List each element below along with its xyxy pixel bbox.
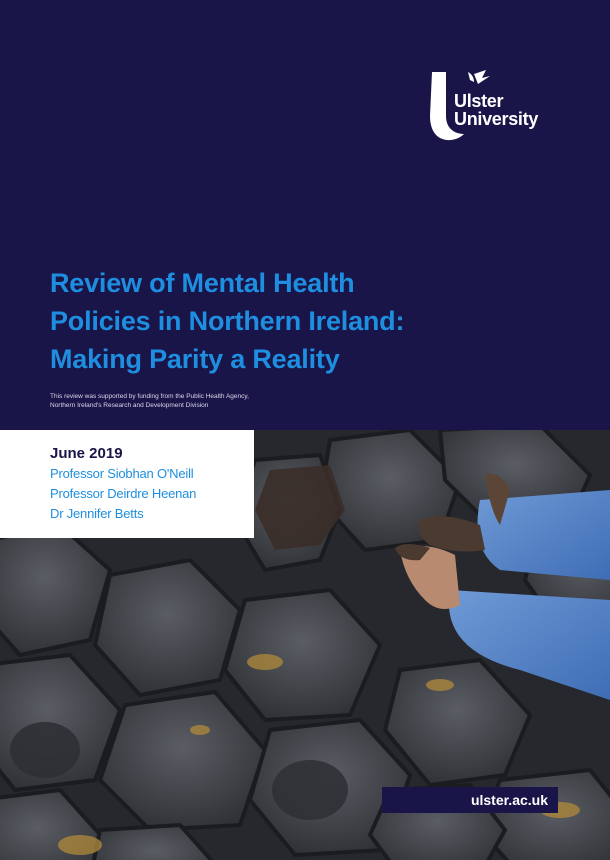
website-url[interactable]: ulster.ac.uk: [470, 792, 548, 808]
report-title: [50, 264, 570, 378]
author-name: Dr Jennifer Betts: [50, 506, 144, 521]
logo-line-ulster: Ulster: [454, 91, 504, 111]
funding-note: [50, 392, 350, 410]
author-name: Professor Siobhan O'Neill: [50, 466, 194, 481]
title-line: Policies in Northern Ireland:: [50, 306, 405, 336]
ulster-university-logo: [428, 70, 568, 150]
title-line: Making Parity a Reality: [50, 344, 340, 374]
funding-line: Northern Ireland's Research and Development Division: [50, 402, 209, 409]
funding-line: This review was supported by funding from the Public Health Agency,: [50, 393, 249, 400]
logo-line-university: University: [454, 109, 539, 129]
title-line: Review of Mental Health: [50, 268, 355, 298]
logo-wordmark: [454, 92, 538, 128]
author-name: Professor Deirdre Heenan: [50, 486, 197, 501]
publication-date: June 2019: [50, 445, 123, 462]
website-badge: [382, 787, 558, 813]
